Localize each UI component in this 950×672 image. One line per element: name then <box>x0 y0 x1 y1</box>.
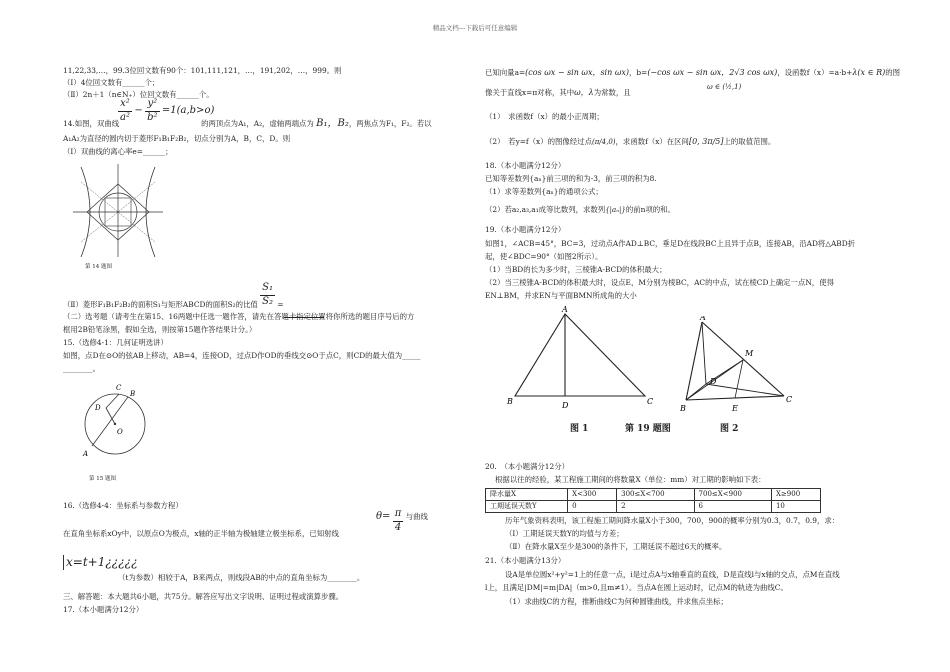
table-row <box>486 501 821 513</box>
text-line: （Ⅰ）工期延误天数Y的均值与方差； <box>505 529 624 538</box>
text-line: （t为参数）相较于A，B来两点，则线段AB的中点的直角坐标为________。 <box>118 573 365 582</box>
text-line: 已知等差数列{aₙ}前三项的和为-3，前三项的积为8. <box>485 174 657 183</box>
text-line: 根据以往的经验，某工程施工期间的将数量X（单位：mm）对工期的影响如下表： <box>495 475 766 484</box>
text-line: 框用2B铅笔涂黑，假如全选，则按第15题作答结果计分。） <box>63 325 257 334</box>
circle-figure <box>73 376 153 476</box>
text-line: EN⊥BM，并求EN与平面BMN所成角的大小 <box>485 291 637 300</box>
text-line: （2）当三棱锥A-BCD的体积最大时，设点E，M分别为棱BC，AC的中点，试在棱CD上确定一点N，使得 <box>485 278 834 287</box>
label-o: O <box>117 428 123 436</box>
text-line: （1）求等差数列{aₙ}的通项公式； <box>485 187 603 196</box>
label-c: C <box>647 397 654 406</box>
figure-caption: 图 1 <box>570 424 589 434</box>
text-line: 起，使∠BDC=90°（如图2所示）。 <box>485 252 603 261</box>
text-line: （Ⅱ）在降水量X至少是300的条件下，工期延误不超过6天的概率。 <box>505 542 727 551</box>
figure-caption: 图 2 <box>720 424 739 434</box>
question-title: 19.（本小题满分12分） <box>485 225 566 234</box>
ray-equation: θ= $\frac{\pi}{4}$ 与曲线 <box>376 508 428 533</box>
label-b: B <box>130 390 136 398</box>
table-cell: 300≤X<700 <box>617 489 694 501</box>
label-e: E <box>732 404 738 413</box>
question-title: 15.（选修4-1：几何证明选讲） <box>63 338 168 347</box>
question-title: 20. （本小题满分12分） <box>485 462 569 471</box>
text-line: （Ⅱ）菱形F₁B₁F₂B₂的面积S₁与矩形ABCD的面积S₂的比值 $\frac{\text{S₁}}{\text{S₂}}$ = <box>63 282 324 308</box>
label-b: B <box>507 397 513 406</box>
hyperbola-figure <box>71 162 166 262</box>
label-c: C <box>116 384 122 392</box>
param-equation: x=t+1¿¿¿¿¿ <box>63 555 138 570</box>
text-line: （1） 求函数f（x）的最小正周期； <box>485 112 604 121</box>
text-line: （2）若a₂,a₃,a₁成等比数列，求数列{|aₙ|}的前n项的和。 <box>485 205 675 214</box>
label-m: M <box>745 349 754 358</box>
question-title: 17.（本小题满分12分） <box>63 605 144 614</box>
text-line: l上，且满足|DM|=m|DA|（m>0,且m≠1）。当点A在圆上运动时，记点M的轨迹为曲线C。 <box>485 583 788 592</box>
fraction: $\frac{\text{x²}}{\text{a²}}$ <box>120 98 130 123</box>
text-line: （Ⅰ）4位回文数有______个； <box>63 78 160 87</box>
text-line: 如图1，∠ACB=45°，BC=3，过动点A作AD⊥BC，垂足D在线段BC上且异于点B，连接AB，沿AD将△ABD折 <box>485 239 856 248</box>
table-cell: X≥900 <box>771 489 820 501</box>
label-a: A <box>83 450 89 458</box>
fraction: $\frac{\text{S₁}}{\text{S₂}}$ <box>262 282 274 307</box>
label-a: A <box>700 316 706 322</box>
fraction: $\frac{\text{y²}}{\text{b²}}$ <box>147 98 158 123</box>
text-line: 设A是单位圆x²+y²=1上的任意一点，i是过点A与x轴垂直的直线，D是直线l与x轴的交点，点M在直线 <box>505 570 840 579</box>
page-header: 精品文档---下载后可任意编辑 <box>432 24 518 32</box>
text-line: 如图，点D在⊙O的弦AB上移动，AB=4，连接OD，过点D作OD的垂线交⊙O于点C，则CD的最大值为_____ <box>63 351 421 360</box>
text-line: A₁A₂为直径的圆内切于菱形F₁B₁F₂B₂，切点分别为A，B，C，D。则 <box>63 134 291 143</box>
text-line: （二）选考题（请考生在第15、16两题中任选一题作答，请先在答题卡指定位置将你所选的题目序号后的方 <box>63 312 415 321</box>
figure-caption: 第 19 题图 <box>625 424 671 434</box>
table-cell: 6 <box>694 501 771 513</box>
label-c: C <box>786 395 793 404</box>
text-line: 在直角坐标系xOy中，以原点O为极点，x轴的正半轴为极轴建立极坐标系，已知射线 <box>63 529 339 538</box>
table-cell: 工期延误天数Y <box>486 501 568 513</box>
table-cell: 0 <box>568 501 617 513</box>
text-line: 已知向量a=(cos ωx − sin ωx，sin ωx)，b=(−cos ωx − sin ωx，2√3 cos ωx)，设函数f（x）=a·b+λ(x ∈ R)的图 <box>485 68 901 77</box>
table-cell: 降水量X <box>486 489 568 501</box>
text-line: 历年气象资料表明，该工程施工期间降水量X小于300，700，900的概率分别为0.3，0.7，0.9，求： <box>505 516 840 525</box>
figure-caption: 第 14 题图 <box>85 264 112 270</box>
tetrahedron-figure-2 <box>680 316 800 416</box>
table-row <box>486 489 821 501</box>
label-d: D <box>562 401 569 409</box>
table-cell: 10 <box>771 501 820 513</box>
question-title: 16.（选修4-4：坐标系与参数方程） <box>63 501 183 510</box>
text-line: ________。 <box>63 364 100 373</box>
text-line: 14.如图，双曲线 的两顶点为A₁，A₂，虚轴两端点为 B₁，B₂，两焦点为F₁，F₂。若以 <box>63 118 432 129</box>
section-title: 三、解答题：本大题共6小题，共75分。解答应写出文字说明、证明过程或演算步骤。 <box>63 592 344 601</box>
text-line: 11,22,33,…，99.3位回文数有90个：101,111,121，…，191,202，…，999。则 <box>63 66 342 75</box>
table-cell: 700≤X<900 <box>694 489 771 501</box>
label-d: D <box>95 404 101 412</box>
text-line: （2） 若y=f（x）的图像经过点(π/4,0)，求函数f（x）在区间[0, 3π/5]上的取值范围。 <box>485 137 776 146</box>
text-line: （Ⅱ）2n＋1（n∈N₊）位回文数有______个。 <box>63 90 214 99</box>
rainfall-delay-table <box>485 488 821 513</box>
question-title: 18.（本小题满分12分） <box>485 161 566 170</box>
text-line: 像关于直线x=π对称，其中ω，λ为常数，且 <box>485 88 631 97</box>
question-title: 21.（本小题满分13分） <box>485 556 566 565</box>
table-cell: X<300 <box>568 489 617 501</box>
table-cell: 2 <box>617 501 694 513</box>
triangle-figure-1 <box>505 304 655 409</box>
label-b: B <box>680 404 686 413</box>
label-a: A <box>562 305 568 314</box>
hyperbola-equation: $\frac{\text{x²}}{\text{a²}}$ − $\frac{\text{y²}}{\text{b²}}$ =1(a,b>o) <box>120 98 215 123</box>
text-line: （1）当BD的长为多少时，三棱锥A-BCD的体积最大； <box>485 265 667 274</box>
figure-caption: 第 15 题图 <box>89 476 116 482</box>
fraction: $\frac{\pi}{4}$ <box>394 508 402 533</box>
omega-range: ω ∈ (½,1) <box>707 83 742 91</box>
label-d: D <box>710 377 717 386</box>
text-line: （Ⅰ）双曲线的离心率e=______； <box>63 147 173 156</box>
text-line: （1）求曲线C的方程，推断曲线C为何种圆锥曲线，并求焦点坐标； <box>505 597 728 606</box>
